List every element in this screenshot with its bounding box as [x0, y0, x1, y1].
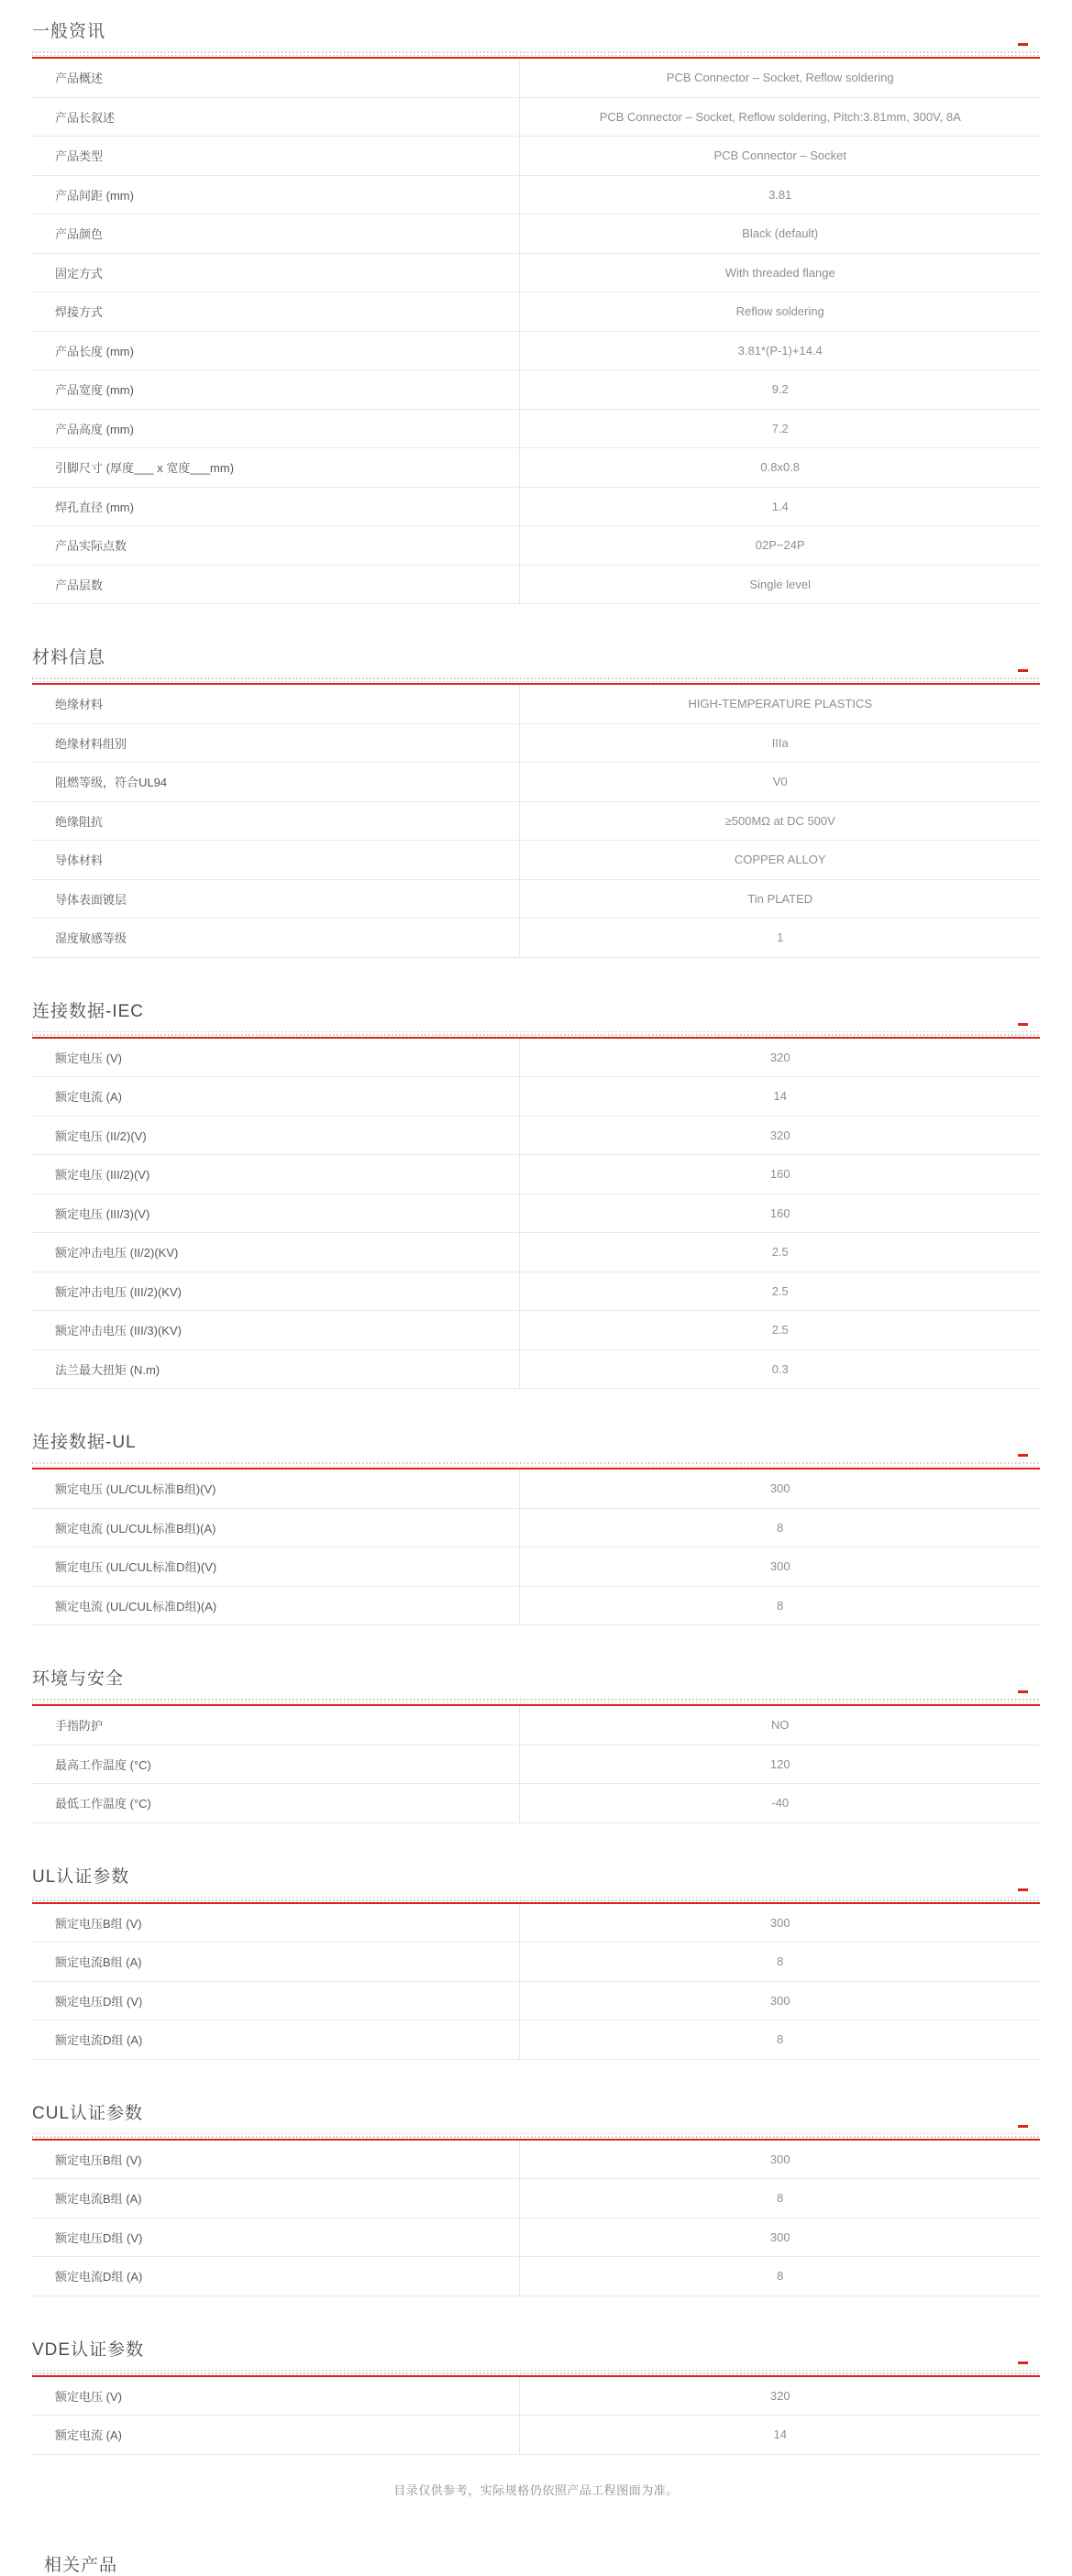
table-row: [32, 566, 1040, 605]
row-value: 0.8x0.8: [760, 460, 801, 475]
spec-section: [32, 646, 1040, 958]
table-row: [32, 1509, 1040, 1548]
table-row: [32, 526, 1040, 566]
row-value: 0.3: [771, 1361, 789, 1376]
collapse-minus-icon[interactable]: [1018, 1023, 1028, 1026]
table-row: [32, 1904, 1040, 1943]
spec-table: [32, 57, 1040, 604]
spec-section: [32, 2102, 1040, 2296]
table-row: [32, 2020, 1040, 2060]
row-value: 1.4: [771, 499, 789, 513]
row-label: 绝缘材料组别: [32, 724, 520, 763]
section-header: [32, 1668, 1040, 1699]
row-label: 导体表面镀层: [32, 880, 520, 919]
spec-section: [32, 2339, 1040, 2455]
row-value: HIGH-TEMPERATURE PLASTICS: [688, 697, 872, 711]
row-label: 额定电压B组 (V): [32, 1904, 520, 1943]
table-row: [32, 410, 1040, 449]
table-row: [32, 2377, 1040, 2416]
table-row: [32, 1982, 1040, 2021]
table-row: [32, 1745, 1040, 1785]
row-label: 产品长度 (mm): [32, 332, 520, 370]
row-value: 300: [769, 1559, 790, 1574]
row-label: 固定方式: [32, 254, 520, 292]
row-value: 14: [773, 1089, 787, 1104]
table-row: [32, 2179, 1040, 2218]
table-row: [32, 1155, 1040, 1194]
row-label: 产品实际点数: [32, 526, 520, 565]
row-value: 160: [769, 1167, 790, 1182]
row-value: V0: [772, 775, 788, 789]
spec-table: [32, 1037, 1040, 1390]
spec-sections: [32, 20, 1040, 2455]
table-row: [32, 1706, 1040, 1745]
row-label: 额定电压D组 (V): [32, 2218, 520, 2257]
table-row: [32, 176, 1040, 215]
row-value: 7.2: [771, 421, 789, 435]
collapse-minus-icon[interactable]: [1018, 1454, 1028, 1457]
row-value: 3.81: [768, 187, 792, 202]
row-value: PCB Connector – Socket, Reflow soldering: [666, 71, 894, 85]
table-row: [32, 1039, 1040, 1078]
row-value: ≥500MΩ at DC 500V: [724, 813, 835, 828]
section-header: [32, 1000, 1040, 1031]
row-value: 2.5: [771, 1323, 789, 1338]
row-value: 9.2: [771, 382, 789, 397]
collapse-minus-icon[interactable]: [1018, 1888, 1028, 1891]
row-label: 额定电流B组 (A): [32, 2179, 520, 2218]
table-row: [32, 685, 1040, 724]
row-value: 1: [777, 930, 784, 945]
row-label: 产品层数: [32, 566, 520, 604]
row-value: 320: [769, 2388, 790, 2403]
section-title: 环境与安全: [32, 1669, 125, 1689]
row-value: 14: [773, 2427, 787, 2442]
table-row: [32, 1943, 1040, 1982]
row-value: 320: [769, 1050, 790, 1064]
row-label: 额定电压B组 (V): [32, 2141, 520, 2179]
collapse-minus-icon[interactable]: [1018, 43, 1028, 46]
spec-table: [32, 1902, 1040, 2060]
row-label: 绝缘阻抗: [32, 802, 520, 841]
spec-table: [32, 2375, 1040, 2455]
section-header: [32, 646, 1040, 677]
section-title: VDE认证参数: [32, 2339, 145, 2360]
row-label: 产品概述: [32, 59, 520, 97]
table-row: [32, 488, 1040, 527]
row-label: 额定电压 (II/2)(V): [32, 1117, 520, 1155]
row-label: 焊孔直径 (mm): [32, 488, 520, 526]
row-label: 额定电压D组 (V): [32, 1982, 520, 2020]
row-value: 320: [769, 1128, 790, 1142]
row-label: 额定冲击电压 (III/2)(KV): [32, 1272, 520, 1311]
row-label: 导体材料: [32, 841, 520, 879]
section-header: [32, 20, 1040, 51]
table-row: [32, 1117, 1040, 1156]
row-value: 8: [777, 2269, 784, 2284]
table-row: [32, 2257, 1040, 2296]
spec-table: [32, 1468, 1040, 1625]
row-value: Single level: [749, 577, 811, 591]
row-value: 8: [777, 2032, 784, 2047]
row-label: 额定电流B组 (A): [32, 1943, 520, 1981]
collapse-minus-icon[interactable]: [1018, 1690, 1028, 1693]
collapse-minus-icon[interactable]: [1018, 669, 1028, 672]
section-title: 一般资讯: [32, 22, 106, 41]
table-row: [32, 59, 1040, 98]
row-label: 产品间距 (mm): [32, 176, 520, 215]
table-row: [32, 1784, 1040, 1823]
table-row: [32, 724, 1040, 764]
table-row: [32, 215, 1040, 254]
spec-table: [32, 1704, 1040, 1823]
row-label: 产品高度 (mm): [32, 410, 520, 448]
table-row: [32, 254, 1040, 293]
row-label: 额定电压 (UL/CUL标准B组)(V): [32, 1470, 520, 1508]
row-value: 3.81*(P-1)+14.4: [737, 343, 823, 358]
table-row: [32, 1470, 1040, 1509]
spec-table: [32, 2139, 1040, 2296]
table-row: [32, 2218, 1040, 2258]
row-label: 绝缘材料: [32, 685, 520, 723]
row-label: 阻燃等级，符合UL94: [32, 763, 520, 801]
table-row: [32, 2416, 1040, 2455]
row-label: 引脚尺寸 (厚度___ x 宽度___mm): [32, 448, 520, 487]
row-label: 额定冲击电压 (III/3)(KV): [32, 1311, 520, 1349]
row-value: PCB Connector – Socket: [713, 149, 846, 163]
section-title: 连接数据-UL: [32, 1433, 137, 1452]
row-label: 额定电流 (UL/CUL标准B组)(A): [32, 1509, 520, 1547]
table-row: [32, 1311, 1040, 1350]
section-header: [32, 1866, 1040, 1897]
row-value: 300: [769, 1993, 790, 2008]
section-title: 材料信息: [32, 648, 106, 667]
row-value: 8: [777, 1954, 784, 1969]
section-header: [32, 1431, 1040, 1462]
row-value: 300: [769, 1915, 790, 1930]
row-value: 2.5: [771, 1283, 789, 1298]
spec-section: [32, 1431, 1040, 1625]
row-label: 额定电流 (A): [32, 2416, 520, 2454]
table-row: [32, 919, 1040, 958]
row-value: Reflow soldering: [735, 304, 824, 319]
row-label: 额定电压 (III/2)(V): [32, 1155, 520, 1194]
section-title: 连接数据-IEC: [32, 1001, 145, 1021]
row-value: 120: [769, 1756, 790, 1771]
row-value: Black (default): [742, 226, 819, 241]
collapse-minus-icon[interactable]: [1018, 2125, 1028, 2128]
row-label: 产品颜色: [32, 215, 520, 253]
row-label: 手指防护: [32, 1706, 520, 1745]
row-label: 额定电压 (UL/CUL标准D组)(V): [32, 1547, 520, 1586]
row-value: COPPER ALLOY: [734, 853, 826, 867]
row-value: Tin PLATED: [747, 891, 813, 906]
row-value: 8: [777, 2191, 784, 2206]
spec-section: [32, 1668, 1040, 1823]
table-row: [32, 1350, 1040, 1390]
row-label: 最低工作温度 (°C): [32, 1784, 520, 1822]
section-header: [32, 2102, 1040, 2133]
row-label: 湿度敏感等级: [32, 919, 520, 957]
table-row: [32, 448, 1040, 488]
row-value: 8: [777, 1520, 784, 1535]
row-label: 额定电流D组 (A): [32, 2257, 520, 2295]
row-label: 额定电压 (V): [32, 1039, 520, 1077]
row-label: 法兰最大扭矩 (N.m): [32, 1350, 520, 1389]
table-row: [32, 763, 1040, 802]
row-label: 产品宽度 (mm): [32, 370, 520, 409]
row-value: 02P~24P: [755, 538, 805, 553]
section-title: UL认证参数: [32, 1866, 130, 1887]
table-row: [32, 292, 1040, 332]
table-row: [32, 2141, 1040, 2180]
row-label: 产品长叙述: [32, 98, 520, 137]
table-row: [32, 370, 1040, 410]
collapse-minus-icon[interactable]: [1018, 2361, 1028, 2364]
row-value: With threaded flange: [724, 265, 835, 280]
row-value: 8: [777, 1598, 784, 1613]
table-row: [32, 332, 1040, 371]
table-row: [32, 841, 1040, 880]
row-value: IIIa: [771, 735, 789, 750]
row-label: 额定电压 (III/3)(V): [32, 1194, 520, 1233]
row-value: PCB Connector – Socket, Reflow soldering, Pitch:3.81mm, 300V, 8A: [599, 109, 961, 124]
spec-table: [32, 683, 1040, 958]
row-value: 2.5: [771, 1245, 789, 1260]
row-label: 产品类型: [32, 137, 520, 175]
table-row: [32, 1547, 1040, 1587]
spec-section: [32, 1866, 1040, 2060]
footer-note: 目录仅供参考，实际规格仍依照产品工程图面为准。: [393, 2482, 679, 2497]
section-title-related-products: 相关产品: [44, 2555, 118, 2575]
table-row: [32, 880, 1040, 919]
row-label: 额定冲击电压 (II/2)(KV): [32, 1233, 520, 1271]
spec-section: [32, 20, 1040, 604]
table-row: [32, 1587, 1040, 1626]
row-label: 最高工作温度 (°C): [32, 1745, 520, 1784]
row-value: 300: [769, 1481, 790, 1496]
table-row: [32, 1194, 1040, 1234]
table-row: [32, 1233, 1040, 1272]
table-row: [32, 802, 1040, 842]
row-label: 额定电压 (V): [32, 2377, 520, 2416]
row-label: 额定电流D组 (A): [32, 2020, 520, 2059]
row-value: -40: [771, 1796, 790, 1811]
section-title: CUL认证参数: [32, 2103, 144, 2123]
row-label: 额定电流 (A): [32, 1077, 520, 1116]
row-label: 额定电流 (UL/CUL标准D组)(A): [32, 1587, 520, 1625]
table-row: [32, 1077, 1040, 1117]
row-value: 300: [769, 2152, 790, 2166]
section-header: [32, 2339, 1040, 2370]
spec-section: [32, 1000, 1040, 1390]
row-value: 300: [769, 2229, 790, 2244]
table-row: [32, 98, 1040, 138]
row-value: NO: [770, 1718, 790, 1733]
row-label: 焊接方式: [32, 292, 520, 331]
row-value: 160: [769, 1205, 790, 1220]
table-row: [32, 137, 1040, 176]
table-row: [32, 1272, 1040, 1312]
